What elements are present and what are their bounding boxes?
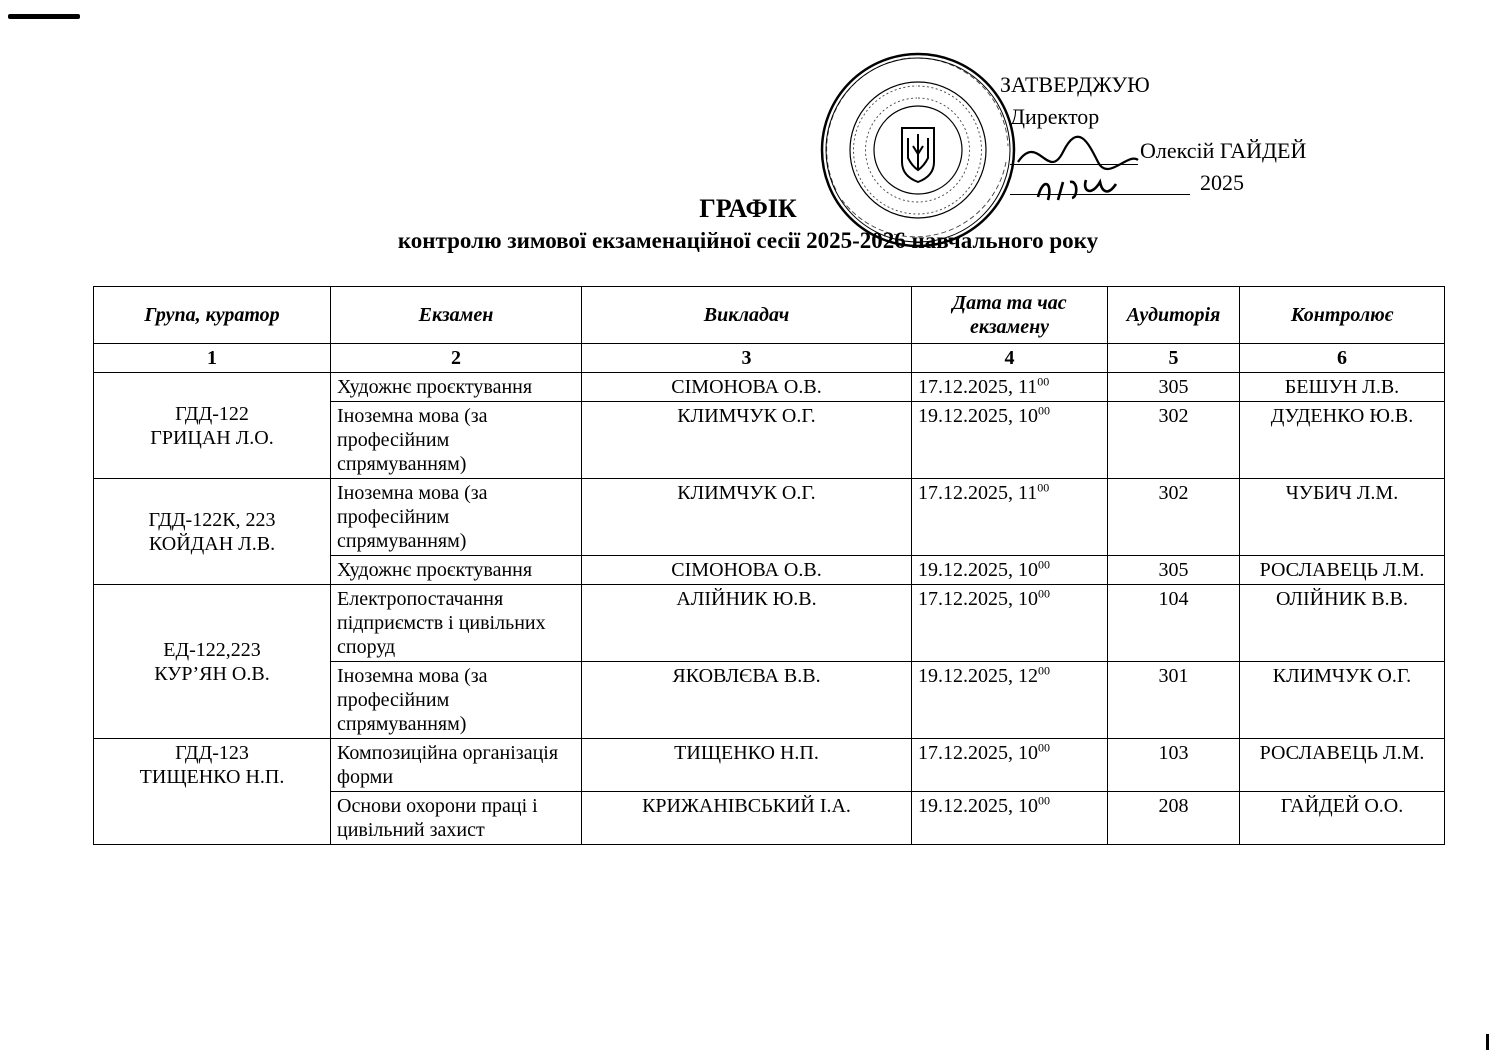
exam-cell: Електропостачання підприємств і цивільних споруд bbox=[331, 585, 582, 662]
group-name: ГДД-122К, 223 bbox=[148, 508, 276, 531]
date-text: 17.12.2025, 11 bbox=[918, 376, 1038, 398]
teacher-cell: АЛІЙНИК Ю.В. bbox=[582, 585, 912, 662]
scan-mark bbox=[8, 14, 80, 19]
date-text: 17.12.2025, 10 bbox=[918, 588, 1038, 610]
column-header-teacher: Викладач bbox=[582, 287, 912, 344]
time-minutes: 00 bbox=[1038, 793, 1050, 808]
group-cell bbox=[94, 373, 331, 479]
date-text: 19.12.2025, 10 bbox=[918, 405, 1038, 427]
column-number: 3 bbox=[582, 344, 912, 373]
column-header-exam: Екзамен bbox=[331, 287, 582, 344]
datetime-cell bbox=[912, 792, 1108, 845]
table-header-row bbox=[94, 287, 1445, 344]
room-cell: 103 bbox=[1108, 739, 1240, 792]
column-header-controller: Контролює bbox=[1240, 287, 1445, 344]
group-curator: КОЙДАН Л.В. bbox=[148, 532, 276, 555]
teacher-cell: СІМОНОВА О.В. bbox=[582, 556, 912, 585]
date-text: 19.12.2025, 10 bbox=[918, 559, 1038, 581]
exam-cell: Основи охорони праці і цивільний захист bbox=[331, 792, 582, 845]
teacher-cell: ЯКОВЛЄВА В.В. bbox=[582, 662, 912, 739]
column-number: 4 bbox=[912, 344, 1108, 373]
exam-cell: Художнє проєктування bbox=[331, 556, 582, 585]
date-text: 19.12.2025, 12 bbox=[918, 665, 1038, 687]
time-minutes: 00 bbox=[1038, 586, 1050, 601]
exam-cell: Іноземна мова (за професійним спрямуванням) bbox=[331, 402, 582, 479]
controller-cell: ЧУБИЧ Л.М. bbox=[1240, 479, 1445, 556]
room-cell: 302 bbox=[1108, 402, 1240, 479]
time-minutes: 00 bbox=[1037, 480, 1050, 495]
exam-cell: Іноземна мова (за професійним спрямуванням) bbox=[331, 662, 582, 739]
approval-title: ЗАТВЕРДЖУЮ bbox=[1000, 72, 1150, 97]
date-text: 19.12.2025, 10 bbox=[918, 795, 1038, 817]
group-curator: ТИЩЕНКО Н.П. bbox=[139, 766, 285, 788]
exam-cell: Композиційна організація форми bbox=[331, 739, 582, 792]
datetime-cell bbox=[912, 662, 1108, 739]
controller-cell: РОСЛАВЕЦЬ Л.М. bbox=[1240, 556, 1445, 585]
controller-cell: ДУДЕНКО Ю.В. bbox=[1240, 402, 1445, 479]
group-name: ГДД-123 bbox=[175, 742, 249, 764]
datetime-cell bbox=[912, 556, 1108, 585]
signature-image bbox=[1008, 122, 1148, 202]
teacher-cell: КРИЖАНІВСЬКИЙ І.А. bbox=[582, 792, 912, 845]
group-cell bbox=[94, 585, 331, 739]
group-curator: ГРИЦАН Л.О. bbox=[150, 426, 274, 449]
column-number: 6 bbox=[1240, 344, 1445, 373]
controller-cell: РОСЛАВЕЦЬ Л.М. bbox=[1240, 739, 1445, 792]
exam-schedule-table bbox=[93, 286, 1445, 845]
teacher-cell: КЛИМЧУК О.Г. bbox=[582, 479, 912, 556]
controller-cell: ГАЙДЕЙ О.О. bbox=[1240, 792, 1445, 845]
approval-role: Директор bbox=[1010, 104, 1100, 129]
datetime-cell bbox=[912, 585, 1108, 662]
table-row bbox=[94, 739, 1445, 792]
column-header-datetime: Дата та час екзамену bbox=[912, 287, 1108, 344]
table-row bbox=[94, 373, 1445, 402]
teacher-cell: КЛИМЧУК О.Г. bbox=[582, 402, 912, 479]
exam-cell: Іноземна мова (за професійним спрямуванням) bbox=[331, 479, 582, 556]
teacher-cell: СІМОНОВА О.В. bbox=[582, 373, 912, 402]
exam-cell: Художнє проєктування bbox=[331, 373, 582, 402]
approval-name: Олексій ГАЙДЕЙ bbox=[1140, 138, 1307, 163]
time-minutes: 00 bbox=[1038, 663, 1050, 678]
room-cell: 208 bbox=[1108, 792, 1240, 845]
controller-cell: КЛИМЧУК О.Г. bbox=[1240, 662, 1445, 739]
document-title: ГРАФІК bbox=[699, 194, 797, 223]
column-number: 2 bbox=[331, 344, 582, 373]
group-name: ЕД-122,223 bbox=[163, 638, 261, 661]
date-text: 17.12.2025, 10 bbox=[918, 742, 1038, 764]
datetime-cell bbox=[912, 402, 1108, 479]
date-text: 17.12.2025, 11 bbox=[918, 482, 1038, 504]
group-curator: КУР’ЯН О.В. bbox=[154, 662, 270, 685]
datetime-cell bbox=[912, 373, 1108, 402]
approval-block bbox=[1000, 72, 1360, 202]
column-number-row bbox=[94, 344, 1445, 373]
column-header-group: Група, куратор bbox=[94, 287, 331, 344]
controller-cell: ОЛІЙНИК В.В. bbox=[1240, 585, 1445, 662]
group-cell bbox=[94, 739, 331, 845]
room-cell: 104 bbox=[1108, 585, 1240, 662]
room-cell: 305 bbox=[1108, 556, 1240, 585]
group-name: ГДД-122 bbox=[175, 402, 249, 425]
group-cell bbox=[94, 479, 331, 585]
approval-year: 2025 bbox=[1200, 170, 1244, 195]
scan-edge-mark bbox=[1486, 1034, 1489, 1050]
room-cell: 305 bbox=[1108, 373, 1240, 402]
controller-cell: БЕШУН Л.В. bbox=[1240, 373, 1445, 402]
room-cell: 302 bbox=[1108, 479, 1240, 556]
datetime-cell bbox=[912, 739, 1108, 792]
time-minutes: 00 bbox=[1037, 374, 1050, 389]
datetime-cell bbox=[912, 479, 1108, 556]
time-minutes: 00 bbox=[1038, 557, 1050, 572]
teacher-cell: ТИЩЕНКО Н.П. bbox=[582, 739, 912, 792]
time-minutes: 00 bbox=[1038, 403, 1050, 418]
column-number: 5 bbox=[1108, 344, 1240, 373]
table-row bbox=[94, 585, 1445, 662]
document-subtitle: контролю зимової екзаменаційної сесії 2025-2026 навчального року bbox=[397, 228, 1099, 253]
time-minutes: 00 bbox=[1038, 740, 1050, 755]
room-cell: 301 bbox=[1108, 662, 1240, 739]
column-header-room: Аудиторія bbox=[1108, 287, 1240, 344]
column-number: 1 bbox=[94, 344, 331, 373]
table-row bbox=[94, 479, 1445, 556]
